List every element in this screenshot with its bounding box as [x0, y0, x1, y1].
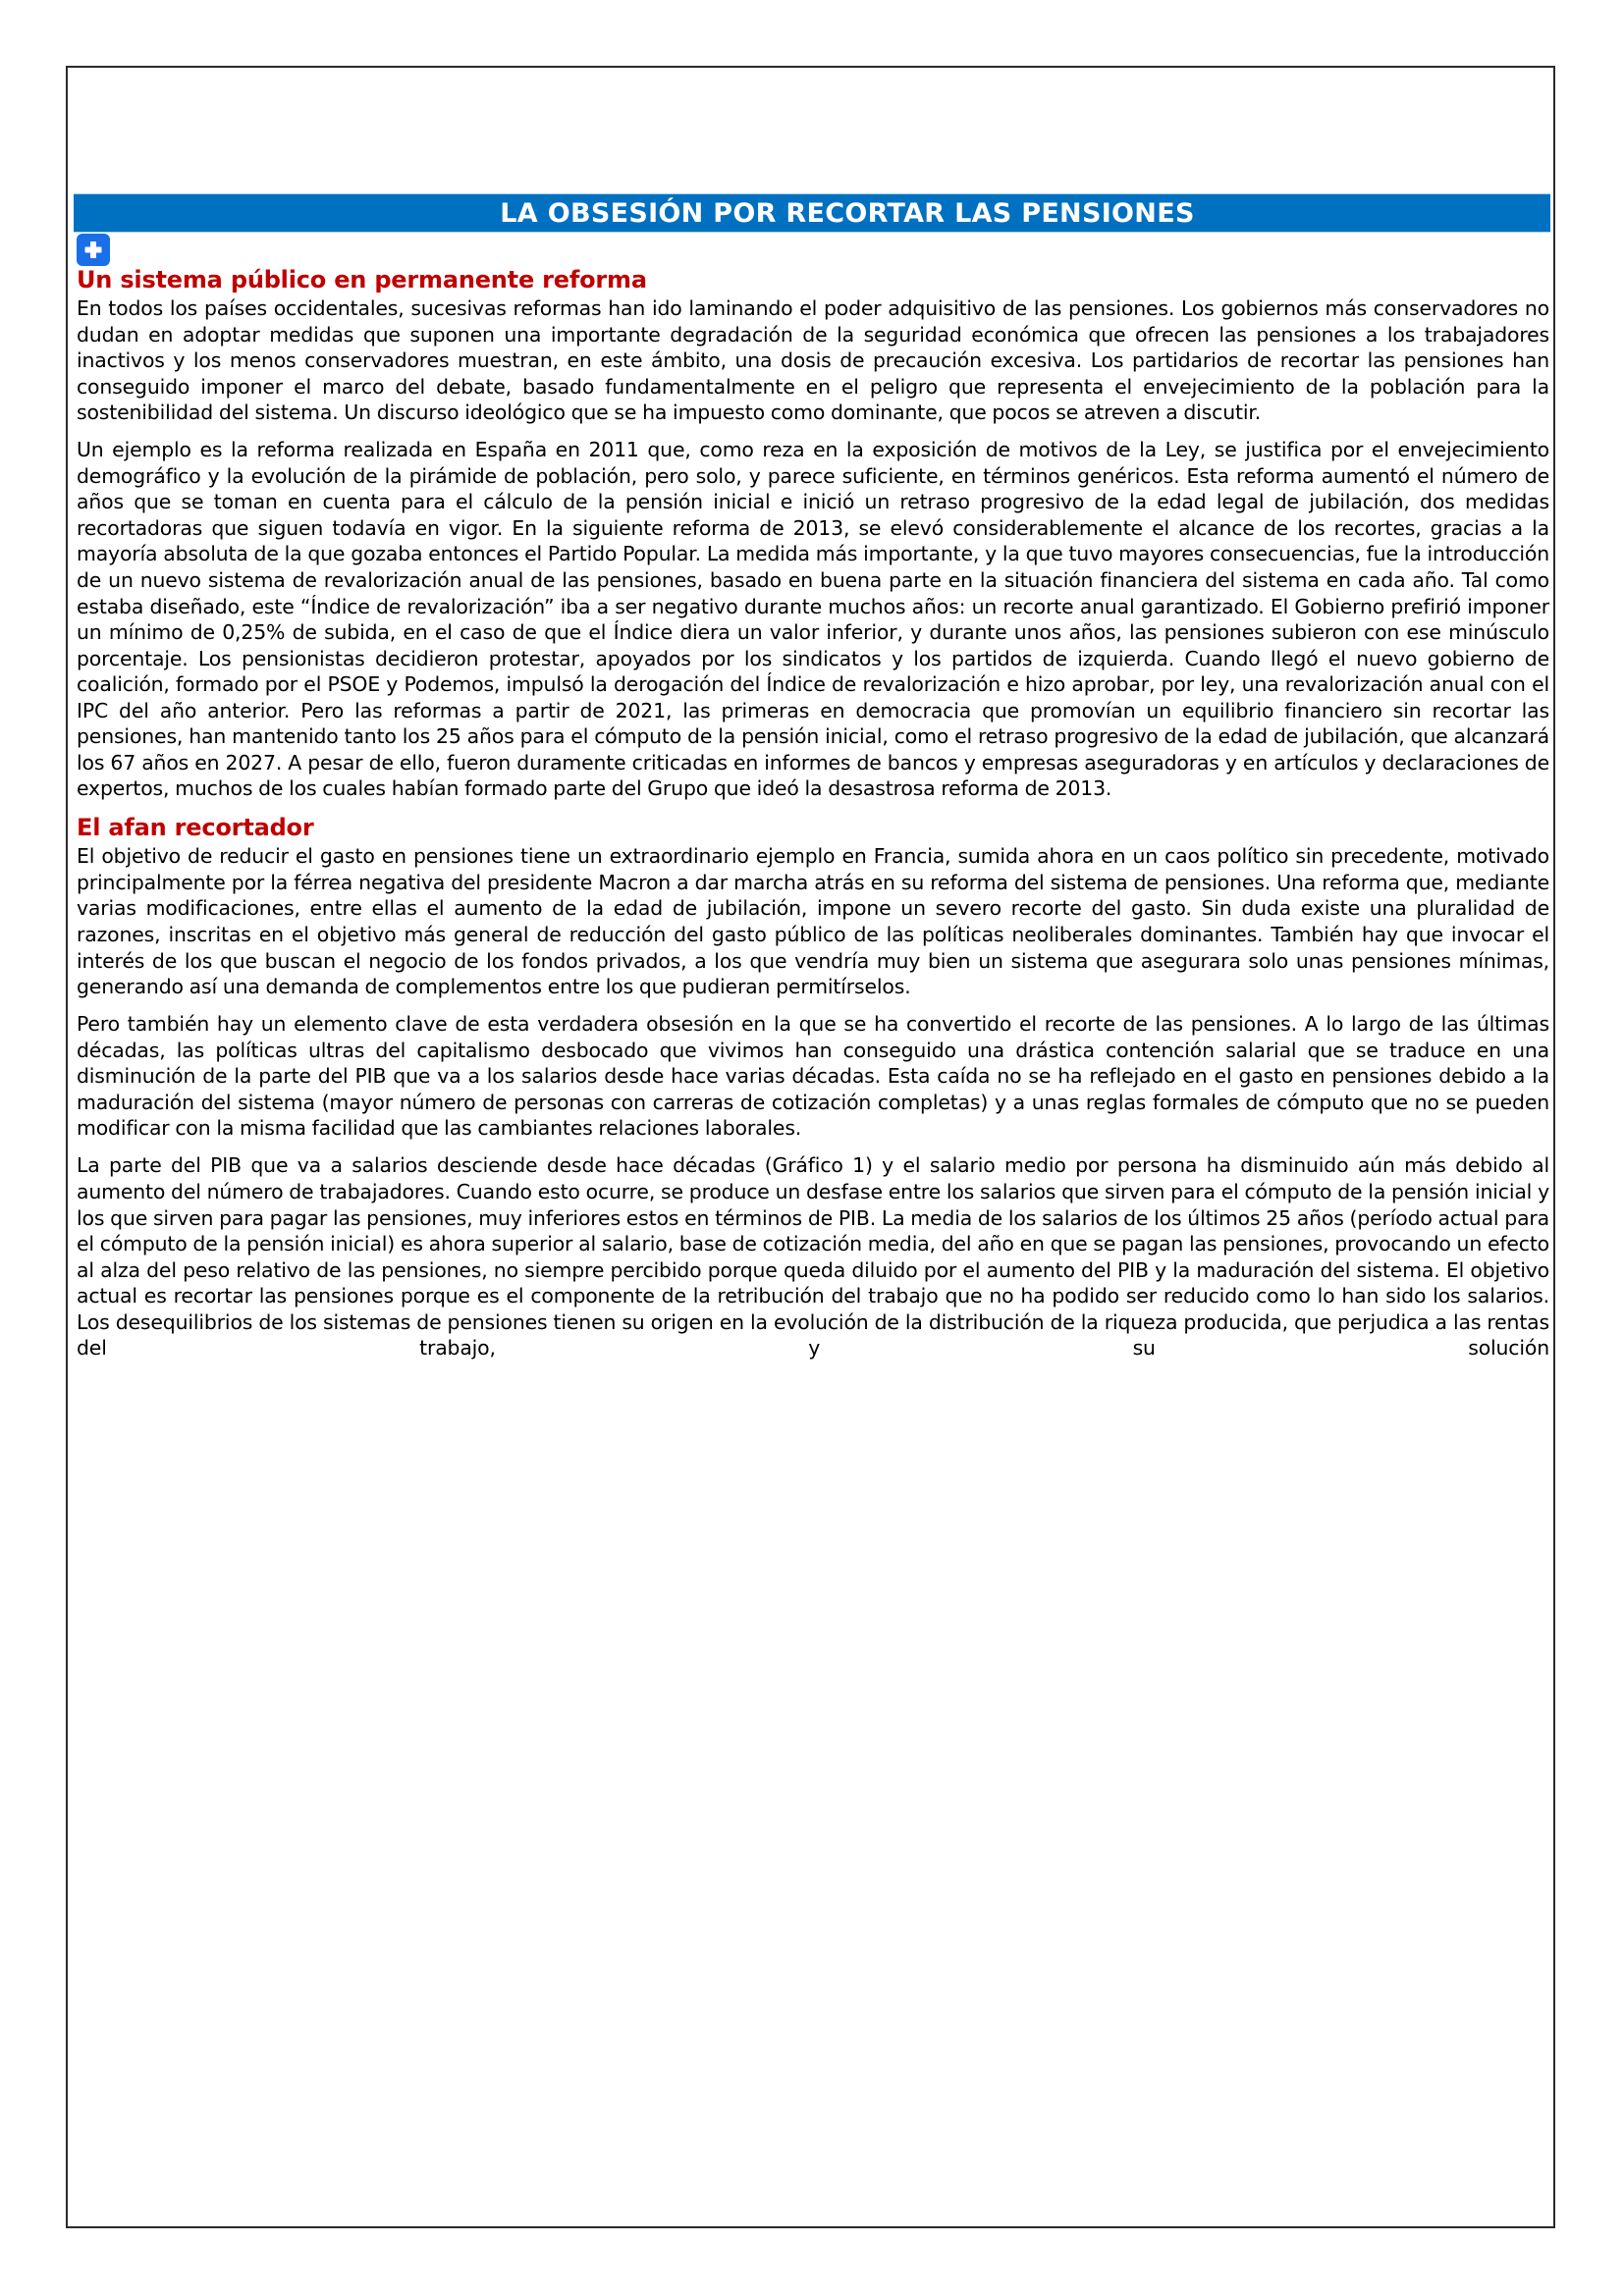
paragraph: Un ejemplo es la reforma realizada en España en 2011 que, como reza en la exposición de motivos de la Ley, se justifica por el envejecimiento demográfico y la evolución de la pirámide de población, pero solo, y parece suficiente, en términos genéricos. Esta reforma aumentó el número de años que se toman en cuenta para el cálculo de la pensión inicial e inició un retraso progresivo de la edad legal de jubilación, dos medidas recortadoras que siguen todavía en vigor. En la siguiente reforma de 2013, se elevó considerablemente el alcance de los recortes, gracias a la mayoría absoluta de la que gozaba entonces el Partido Popular. La medida más importante, y la que tuvo mayores consecuencias, fue la introducción de un nuevo sistema de revalorización anual de las pensiones, basado en buena parte en la situación financiera del sistema en cada año. Tal como estaba diseñado, este “Índice de revalorización” iba a ser negativo durante muchos años: un recorte anual garantizado. El Gobierno prefirió imponer un mínimo de 0,25% de subida, en el caso de que el Índice diera un valor inferior, y durante unos años, las pensiones subieron con ese minúsculo porcentaje. Los pensionistas decidieron protestar, apoyados por los sindicatos y los partidos de izquierda. Cuando llegó el nuevo gobierno de coalición, formado por el PSOE y Podemos, impulsó la derogación del Índice de revalorización e hizo aprobar, por ley, una revalorización anual con el IPC del año anterior. Pero las reformas a partir de 2021, las primeras en democracia que promovían un equilibrio financiero sin recortar las pensiones, han mantenido tanto los 25 años para el cómputo de la pensión inicial, como el retraso progresivo de la edad de jubilación, que alcanzará los 67 años en 2027. A pesar de ello, fueron duramente criticadas en informes de bancos y empresas aseguradoras y en artículos y declaraciones de expertos, muchos de los cuales habían formado parte del Grupo que ideó la desastrosa reforma de 2013. [77, 438, 1549, 801]
plus-icon [77, 234, 110, 266]
title-banner [74, 193, 1550, 233]
article-body [77, 265, 1549, 1372]
section-heading: El afan recortador [77, 814, 314, 842]
paragraph: La parte del PIB que va a salarios desciende desde hace décadas (Gráfico 1) y el salario medio por persona ha disminuido aún más debido al aumento del número de trabajadores. Cuando esto ocurre, se produce un desfase entre los salarios que sirven para el cómputo de la pensión inicial y los que sirven para pagar las pensiones, muy inferiores estos en términos de PIB. La media de los salarios de los últimos 25 años (período actual para el cómputo de la pensión inicial) es ahora superior al salario, base de cotización media, del año en que se pagan las pensiones, provocando un efecto al alza del peso relativo de las pensiones, no siempre percibido porque queda diluido por el aumento del PIB y la maduración del sistema. El objetivo actual es recortar las pensiones porque es el componente de la retribución del trabajo que no ha podido ser reducido como lo han sido los salarios. Los desequilibrios de los sistemas de pensiones tienen su origen en la evolución de la distribución de la riqueza producida, que perjudica a las rentas del trabajo, y su solución [77, 1153, 1549, 1361]
section-heading: Un sistema público en permanente reforma [77, 266, 647, 294]
expand-button[interactable] [77, 234, 110, 266]
page-title: LA OBSESIÓN POR RECORTAR LAS PENSIONES [500, 197, 1195, 229]
paragraph: Pero también hay un elemento clave de esta verdadera obsesión en la que se ha convertido el recorte de las pensiones. A lo largo de las últimas décadas, las políticas ultras del capitalismo desbocado que vivimos han conseguido una drástica contención salarial que se traduce en una disminución de la parte del PIB que va a los salarios desde hace varias décadas. Esta caída no se ha reflejado en el gasto en pensiones debido a la maduración del sistema (mayor número de personas con carreras de cotización completas) y a unas reglas formales de cómputo que no se pueden modificar con la misma facilidad que las cambiantes relaciones laborales. [77, 1012, 1549, 1141]
paragraph: En todos los países occidentales, sucesivas reformas han ido laminando el poder adquisitivo de las pensiones. Los gobiernos más conservadores no dudan en adoptar medidas que suponen una importante degradación de la seguridad económica que ofrecen las pensiones a los trabajadores inactivos y los menos conservadores muestran, en este ámbito, una dosis de precaución excesiva. Los partidarios de recortar las pensiones han conseguido imponer el marco del debate, basado fundamentalmente en el peligro que representa el envejecimiento de la población para la sostenibilidad del sistema. Un discurso ideológico que se ha impuesto como dominante, que pocos se atreven a discutir. [77, 296, 1549, 425]
paragraph: El objetivo de reducir el gasto en pensiones tiene un extraordinario ejemplo en Francia, sumida ahora en un caos político sin precedente, motivado principalmente por la férrea negativa del presidente Macron a dar marcha atrás en su reforma del sistema de pensiones. Una reforma que, mediante varias modificaciones, entre ellas el aumento de la edad de jubilación, impone un severo recorte del gasto. Sin duda existe una pluralidad de razones, inscritas en el objetivo más general de reducción del gasto público de las políticas neoliberales dominantes. También hay que invocar el interés de los que buscan el negocio de los fondos privados, a los que vendría muy bien un sistema que asegurara solo unas pensiones mínimas, generando así una demanda de complementos entre los que pudieran permitírselos. [77, 844, 1549, 999]
